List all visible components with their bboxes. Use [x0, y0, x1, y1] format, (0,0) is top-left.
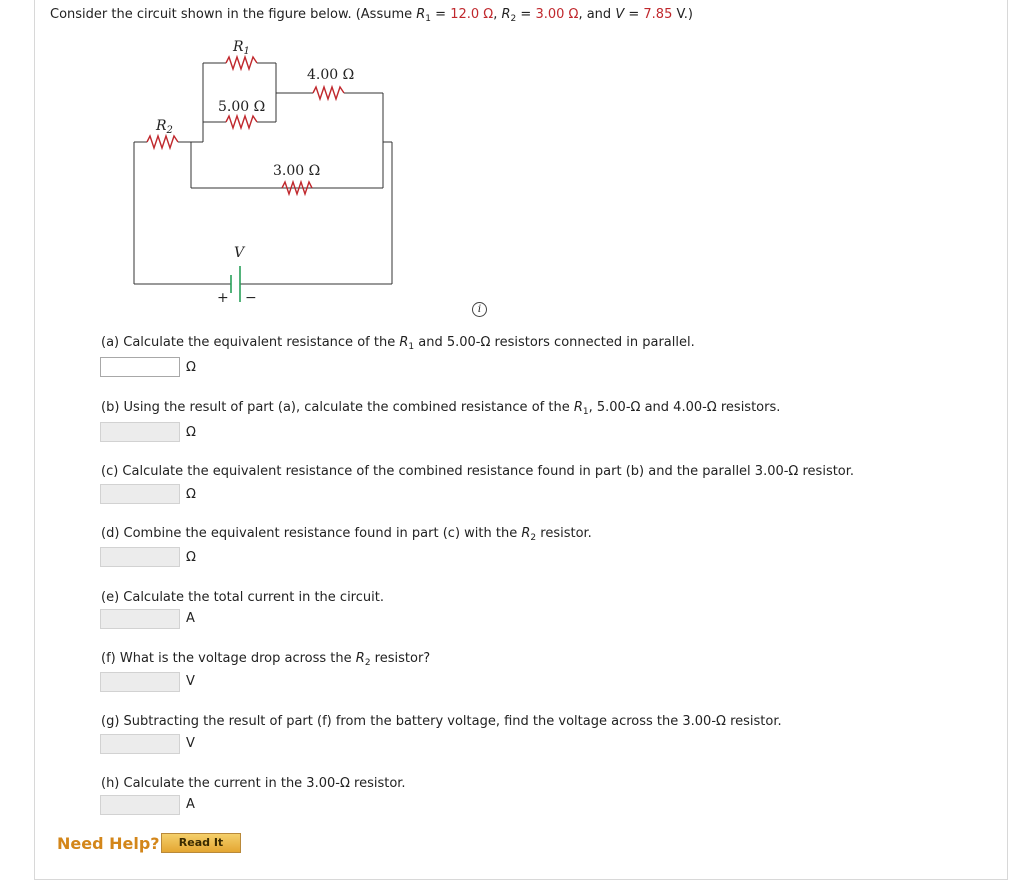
- unit-f: V: [186, 674, 195, 689]
- resistor-r2: [147, 136, 178, 148]
- battery-plus: +: [217, 290, 229, 306]
- problem-statement: Consider the circuit shown in the figure below. (Assume $R_1 = 12.0$ Ω, $R_2 = 3.00$ Ω, and V = 7.85 V.): [50, 7, 693, 24]
- r5-label: 5.00 Ω: [218, 99, 266, 115]
- answer-c-input[interactable]: [100, 484, 180, 504]
- resistor-5ohm: [226, 116, 257, 128]
- r3-label: 3.00 Ω: [273, 163, 321, 179]
- answer-a-input[interactable]: [100, 357, 180, 377]
- question-c: (c) Calculate the equivalent resistance of the combined resistance found in part (b) and the parallel 3.00-Ω resistor.: [101, 464, 855, 479]
- r2-value: 3.00 Ω: [535, 7, 579, 22]
- r2-subscript: 2: [510, 14, 517, 24]
- need-help-label: Need Help?: [57, 834, 160, 853]
- question-e: (e) Calculate the total current in the circuit.: [101, 590, 384, 605]
- answer-b-input[interactable]: [100, 422, 180, 442]
- answer-g-input[interactable]: [100, 734, 180, 754]
- answer-f-input[interactable]: [100, 672, 180, 692]
- answer-d-input[interactable]: [100, 547, 180, 567]
- read-it-button[interactable]: Read It: [161, 833, 241, 853]
- r2-label: $R_2$: [156, 118, 173, 136]
- v-symbol: V: [615, 7, 625, 22]
- unit-a: Ω: [186, 360, 196, 375]
- question-g: (g) Subtracting the result of part (f) from the battery voltage, find the voltage across the 3.00-Ω resistor.: [101, 714, 782, 729]
- question-f: (f) What is the voltage drop across the $R_2$ resistor?: [101, 651, 431, 668]
- question-h: (h) Calculate the current in the 3.00-Ω resistor.: [101, 776, 406, 791]
- v-label: V: [234, 245, 245, 261]
- answer-e-input[interactable]: [100, 609, 180, 629]
- r1-subscript: 1: [425, 14, 432, 24]
- unit-e: A: [186, 611, 195, 626]
- r2-symbol: R: [501, 7, 511, 22]
- circuit-diagram: [120, 30, 410, 310]
- answer-h-input[interactable]: [100, 795, 180, 815]
- question-a: (a) Calculate the equivalent resistance of the $R_1$ and 5.00-Ω resistors connected in parallel.: [101, 335, 695, 352]
- unit-b: Ω: [186, 425, 196, 440]
- r1-symbol: R: [416, 7, 426, 22]
- v-value: 7.85: [643, 7, 673, 22]
- battery-minus: −: [245, 290, 257, 306]
- unit-c: Ω: [186, 487, 196, 502]
- resistor-4ohm: [313, 87, 344, 99]
- unit-d: Ω: [186, 550, 196, 565]
- battery: [231, 266, 240, 302]
- question-b: (b) Using the result of part (a), calculate the combined resistance of the $R_1$, 5.00-Ω and 4.00-Ω resistors.: [101, 400, 781, 417]
- r1-label: $R_1$: [233, 39, 250, 57]
- intro-text: Consider the circuit shown in the figure below. (Assume: [50, 7, 417, 22]
- unit-g: V: [186, 736, 195, 751]
- question-d: (d) Combine the equivalent resistance found in part (c) with the $R_2$ resistor.: [101, 526, 592, 543]
- r4-label: 4.00 Ω: [307, 67, 355, 83]
- r1-value: 12.0 Ω: [450, 7, 494, 22]
- unit-h: A: [186, 797, 195, 812]
- resistor-r1: [226, 57, 257, 69]
- info-icon[interactable]: i: [472, 302, 487, 317]
